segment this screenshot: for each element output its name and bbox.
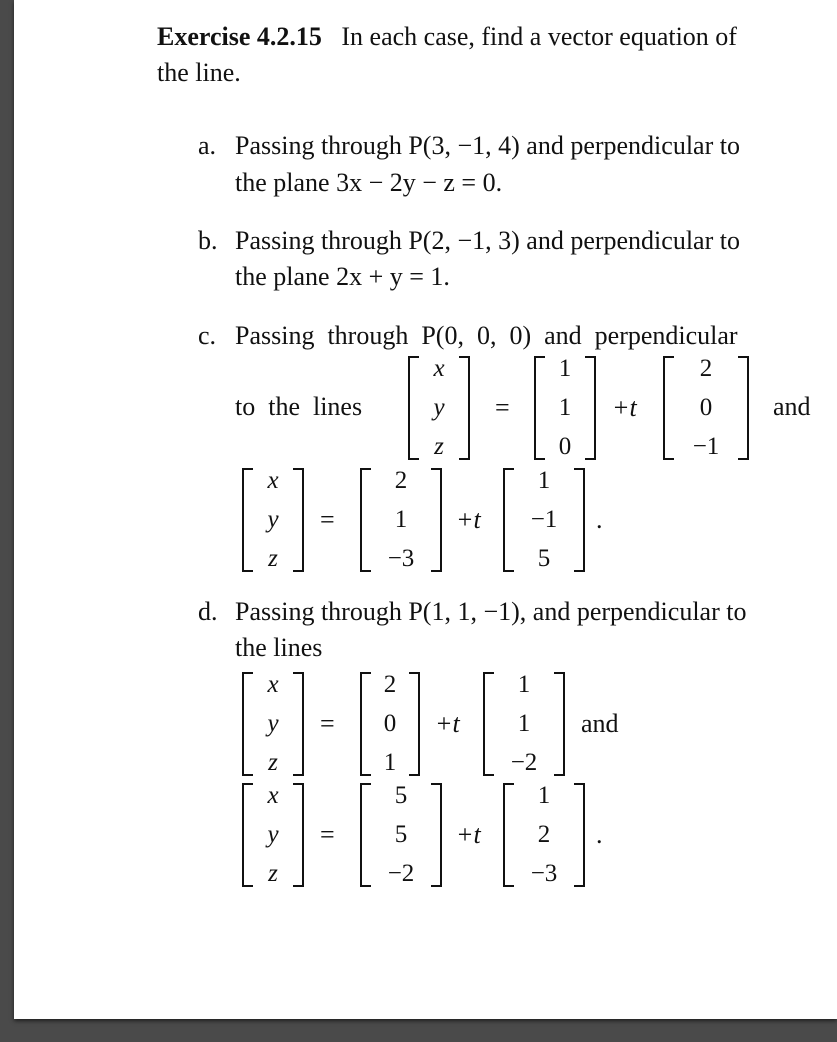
matrix-entry: 0 [699,394,713,421]
part-b-line1: Passing through P(2, −1, 3) and perpendicular to [235,226,740,255]
matrix-d1-point [360,672,420,776]
matrix-entry: −2 [510,749,538,776]
matrix-entry: x [267,671,279,698]
matrix-entry: −2 [387,860,415,887]
matrix-entry: 2 [537,821,551,848]
part-b-line2: the plane 2x + y = 1. [235,262,450,291]
matrix-entry: 1 [558,394,572,421]
matrix-c1-dir [663,356,749,460]
matrix-c1-point [534,356,596,460]
matrix-d2-point [360,783,442,887]
part-d-letter: d. [198,597,218,626]
equals-sign: = [320,820,335,849]
matrix-entry: z [434,433,444,460]
matrix-entry: y [433,394,445,421]
equals-sign: = [320,505,335,534]
equals-sign: = [320,709,335,738]
matrix-entry: 5 [537,545,551,572]
matrix-entry: −1 [692,433,720,460]
matrix-d1-dir [483,672,565,776]
matrix-entry: y [267,821,279,848]
conj-and: and [581,709,619,738]
matrix-entry: 1 [383,749,397,776]
part-a-letter: a. [198,131,217,160]
part-b-letter: b. [198,226,218,255]
matrix-entry: 2 [394,467,408,494]
matrix-entry: y [267,710,279,737]
exercise-intro: In each case, find a vector equation of [341,22,737,51]
period: . [596,820,603,849]
matrix-entry: 1 [517,671,531,698]
matrix-entry: 1 [394,506,408,533]
matrix-c1-lhs [408,356,470,460]
matrix-entry: 5 [394,782,408,809]
matrix-entry: x [433,355,445,382]
matrix-c2-dir [503,468,585,572]
plus-t: +t [456,820,481,849]
matrix-entry: −1 [530,506,558,533]
document-page [14,0,837,1019]
part-c-lead: to the lines [235,392,363,421]
matrix-entry: z [268,749,278,776]
part-d-line1: Passing through P(1, 1, −1), and perpendicular to [235,597,747,626]
matrix-d1-lhs [242,672,304,776]
matrix-entry: 0 [558,433,572,460]
matrix-c2-lhs [242,468,304,572]
matrix-entry: 5 [394,821,408,848]
part-c-line1: Passing through P(0, 0, 0) and perpendicular [235,321,738,350]
plus-t: +t [612,393,637,422]
matrix-entry: 1 [517,710,531,737]
matrix-entry: 1 [537,782,551,809]
matrix-entry: −3 [387,545,415,572]
matrix-entry: x [267,467,279,494]
exercise-heading [157,22,737,52]
matrix-entry: 2 [383,671,397,698]
matrix-entry: 1 [558,355,572,382]
matrix-d2-lhs [242,783,304,887]
matrix-entry: 1 [537,467,551,494]
matrix-d2-dir [503,783,585,887]
plus-t: +t [456,505,481,534]
matrix-entry: z [268,860,278,887]
period: . [596,505,603,534]
matrix-entry: 2 [699,355,713,382]
part-d-line2: the lines [235,633,323,662]
matrix-entry: z [268,545,278,572]
equals-sign: = [495,393,510,422]
exercise-label: Exercise 4.2.15 [157,22,322,51]
part-a-line1: Passing through P(3, −1, 4) and perpendicular to [235,131,740,160]
part-a-line2: the plane 3x − 2y − z = 0. [235,168,503,197]
plus-t: +t [435,709,460,738]
matrix-entry: y [267,506,279,533]
matrix-entry: −3 [530,860,558,887]
matrix-entry: 0 [383,710,397,737]
matrix-entry: x [267,782,279,809]
conj-and: and [773,392,811,421]
exercise-intro-cont: the line. [157,58,241,87]
matrix-c2-point [360,468,442,572]
part-c-letter: c. [198,321,217,350]
